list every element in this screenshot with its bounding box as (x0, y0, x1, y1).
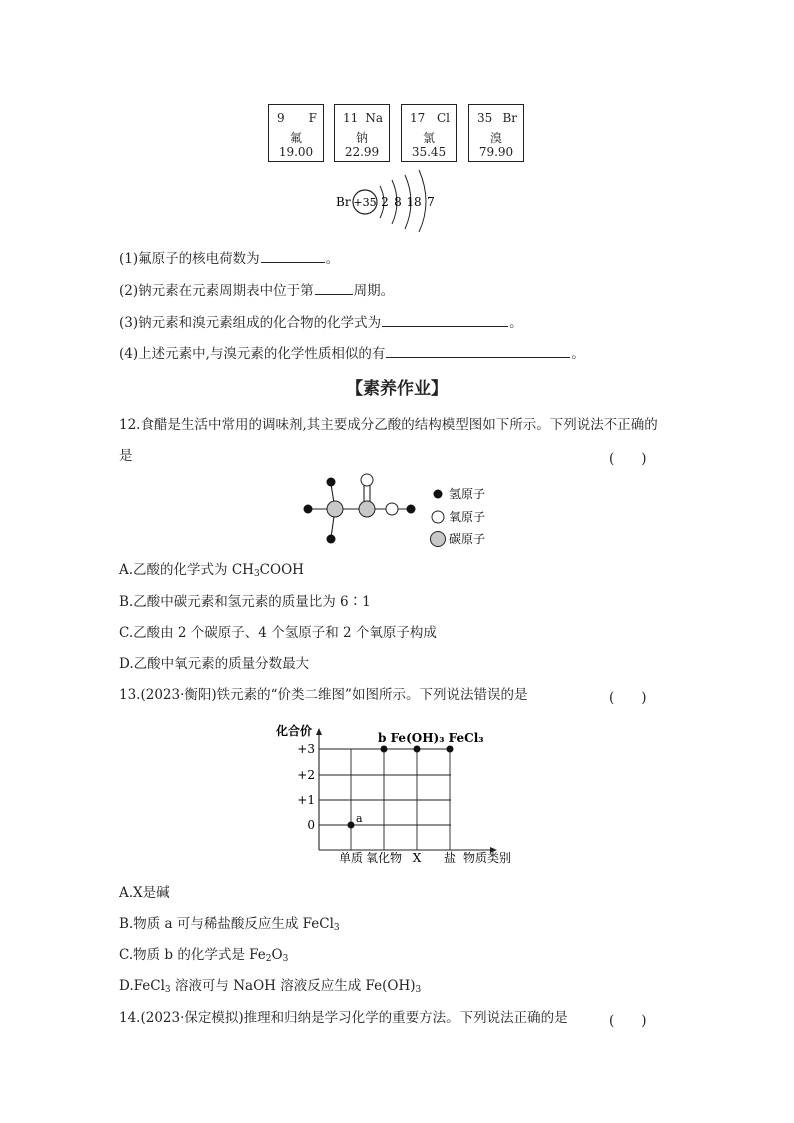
y-tick-label: 0 (307, 818, 315, 832)
nucleus-charge: +35 (353, 196, 377, 209)
atomic-number: 11 (343, 111, 359, 125)
shell-electrons-1: 2 (381, 195, 389, 209)
subscript: 3 (415, 985, 422, 995)
shell-electrons-3: 18 (406, 195, 422, 209)
hydrogen-atom (327, 478, 336, 487)
q11-part1-end: 。 (325, 251, 340, 267)
y-tick-label: +3 (297, 742, 315, 756)
q11-part1 (119, 249, 339, 268)
atomic-number: 35 (477, 111, 493, 125)
element-name: 溴 (489, 131, 502, 145)
point-b (381, 746, 388, 753)
shell-electrons-4: 7 (427, 195, 435, 209)
point-fecl3 (447, 746, 454, 753)
hydrogen-atom (304, 505, 313, 514)
q11-part3 (119, 313, 523, 332)
subscript: 3 (282, 954, 289, 964)
q11-part3-end: 。 (509, 315, 523, 331)
x-tick-label: 盐 (443, 851, 457, 865)
legend-carbon-icon (431, 532, 446, 547)
element-symbol: Cl (436, 111, 450, 125)
x-tick-label: 氧化物 (365, 851, 403, 865)
legend-oxygen-label: 氧原子 (449, 510, 486, 524)
element-symbol: F (308, 111, 317, 125)
option-text: C.物质 b 的化学式是 Fe (119, 947, 266, 963)
subscript: 3 (164, 985, 171, 995)
subscript: 3 (253, 569, 260, 579)
answer-blank[interactable] (382, 313, 508, 327)
br-atomic-structure-diagram (325, 166, 455, 236)
element-card-na (334, 104, 390, 162)
atomic-mass: 79.90 (478, 145, 514, 159)
y-tick-label: +1 (297, 793, 315, 807)
section-title: 【素养作业】 (346, 379, 448, 399)
x-tick-label: X (412, 851, 422, 865)
element-name: 钠 (355, 131, 368, 145)
acetic-acid-model (298, 472, 498, 552)
q13-option-c[interactable] (119, 946, 288, 964)
hydrogen-atom (327, 535, 336, 544)
y-axis-arrow (316, 728, 322, 735)
x-axis-label: 物质类别 (463, 851, 512, 865)
q11-part3-text: (3)钠元素和溴元素组成的化合物的化学式为 (119, 315, 382, 331)
q13-option-b[interactable] (119, 915, 340, 933)
option-text: 溶液可与 NaOH 溶液反应生成 Fe(OH) (170, 978, 416, 994)
grid (319, 749, 451, 850)
point-a-label: a (356, 812, 363, 825)
q12-option-a[interactable] (119, 561, 304, 579)
q13-answer-parentheses[interactable]: ( ) (609, 690, 647, 706)
subscript: 3 (333, 923, 340, 933)
option-text: COOH (259, 562, 304, 578)
option-text: D.FeCl (119, 978, 165, 994)
element-card-cl (401, 104, 457, 162)
q11-part2-text: (2)钠元素在元素周期表中位于第 (119, 283, 314, 299)
q11-part2 (119, 281, 394, 300)
oxygen-atom (386, 503, 398, 515)
element-card-f (268, 104, 324, 162)
q14-answer-parentheses[interactable]: ( ) (609, 1013, 647, 1029)
option-text: O (271, 947, 283, 963)
subscript: 2 (265, 954, 272, 964)
option-text: A.乙酸的化学式为 CH (119, 562, 254, 578)
q11-part2-end: 周期。 (353, 283, 395, 299)
legend-hydrogen-icon (434, 490, 443, 499)
q12-option-d[interactable]: D.乙酸中氧元素的质量分数最大 (119, 656, 310, 672)
point-a (348, 822, 355, 829)
atomic-mass: 35.45 (411, 145, 447, 159)
x-tick-label: 单质 (338, 851, 364, 865)
legend-oxygen-icon (432, 511, 444, 523)
carbon-atom (327, 501, 343, 517)
q13-stem: 13.(2023·衡阳)铁元素的“价类二维图”如图所示。下列说法错误的是 (119, 687, 528, 703)
q13-option-d[interactable] (119, 977, 421, 995)
q12-stem-line2: 是 (119, 448, 133, 464)
element-symbol: Br (502, 111, 517, 125)
element-card-br (468, 104, 524, 162)
q14-stem: 14.(2023·保定模拟)推理和归纳是学习化学的重要方法。下列说法正确的是 (119, 1010, 568, 1026)
q12-option-b[interactable]: B.乙酸中碳元素和氢元素的质量比为 6∶1 (119, 594, 371, 610)
legend-hydrogen-label: 氢原子 (449, 487, 486, 501)
carbon-atom (359, 501, 375, 517)
atomic-mass: 22.99 (344, 145, 380, 159)
shell-electrons-2: 8 (394, 195, 402, 209)
answer-blank[interactable] (386, 344, 570, 358)
atomic-number: 9 (277, 111, 285, 125)
answer-blank[interactable] (261, 249, 325, 263)
legend-carbon-label: 碳原子 (449, 532, 486, 546)
q11-part4-text: (4)上述元素中,与溴元素的化学性质相似的有 (119, 346, 386, 362)
y-tick-label: +2 (297, 768, 315, 782)
option-text: B.物质 a 可与稀盐酸反应生成 FeCl (119, 916, 334, 932)
element-name: 氯 (422, 131, 435, 145)
atomic-mass: 19.00 (278, 145, 314, 159)
valence-category-diagram (270, 718, 530, 870)
q12-option-c[interactable]: C.乙酸由 2 个碳原子、4 个氢原子和 2 个氧原子构成 (119, 625, 437, 641)
q11-part1-text: (1)氟原子的核电荷数为 (119, 251, 260, 267)
element-symbol: Na (365, 111, 383, 125)
top-row-labels: b Fe(OH)₃ FeCl₃ (378, 731, 484, 745)
q11-part4-end: 。 (571, 346, 585, 362)
atomic-number: 17 (410, 111, 426, 125)
br-symbol: Br (336, 195, 351, 209)
oxygen-atom (361, 474, 373, 486)
q12-answer-parentheses[interactable]: ( ) (609, 451, 647, 467)
point-fe-oh-3 (414, 746, 421, 753)
element-name: 氟 (289, 131, 302, 145)
q12-stem-line1: 12.食醋是生活中常用的调味剂,其主要成分乙酸的结构模型图如下所示。下列说法不正确的 (119, 417, 658, 433)
answer-blank[interactable] (315, 281, 353, 295)
y-axis-label: 化合价 (276, 724, 313, 738)
hydrogen-atom (407, 505, 416, 514)
q11-part4 (119, 344, 585, 363)
q13-option-a[interactable]: A.X是碱 (119, 885, 170, 901)
